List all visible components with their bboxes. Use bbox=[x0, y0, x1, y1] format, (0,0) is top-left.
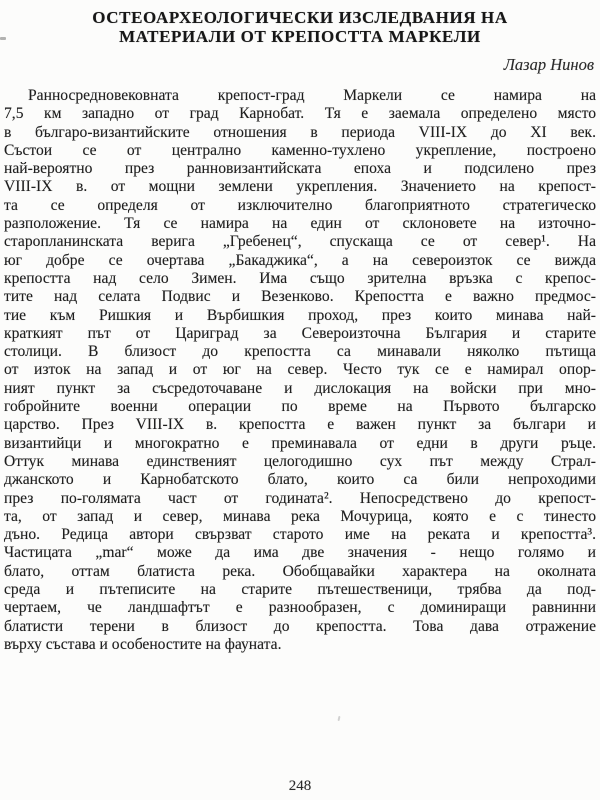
page-number: 248 bbox=[288, 778, 312, 794]
body-line: джанското и Карнобатското блато, които са били непроходими bbox=[4, 471, 596, 489]
body-line: та, от запад и север, минава река Мочурица, която е с тинесто bbox=[4, 507, 596, 525]
body-line: блатисти терени в близост до крепостта. Това дава отражение bbox=[4, 617, 596, 635]
body-line: Оттук минава единственият целогодишно сух път между Страл- bbox=[4, 452, 596, 470]
body-line: през по-голямата част от годината². Непосредствено до крепост- bbox=[4, 489, 596, 507]
article-title-line2: МАТЕРИАЛИ ОТ КРЕПОСТТА МАРКЕЛИ bbox=[119, 27, 481, 46]
body-line: разположение. Тя се намира на един от склоновете на източно- bbox=[4, 215, 596, 233]
body-line: краткият път от Цариград за Североизточна България и старите bbox=[4, 324, 596, 342]
author-name: Лазар Нинов bbox=[503, 55, 594, 74]
scan-artifact-speck bbox=[338, 716, 341, 721]
body-line: юг добре се очертава „Бакаджика“, а на североизток се вижда bbox=[4, 251, 596, 269]
body-line: в българо-византийските отношения в периода VIII-IX до XI век. bbox=[4, 123, 596, 141]
body-line: византийци и многократно е преминавала от едни в други ръце. bbox=[4, 434, 596, 452]
body-line: царство. През VIII-IX в. крепостта е важен пункт за българи и bbox=[4, 416, 596, 434]
body-line: тите над селата Подвис и Везенково. Крепостта е важно предмос- bbox=[4, 288, 596, 306]
body-line: гобройните военни операции по време на Първото българско bbox=[4, 398, 596, 416]
body-line: върху състава и особеностите на фауната. bbox=[4, 635, 282, 653]
scan-artifact-edge-mark bbox=[0, 37, 6, 40]
body-line: блато, оттам блатиста река. Обобщавайки характера на околната bbox=[4, 562, 596, 580]
body-line: чертаем, че ландшафтът е разнообразен, с доминиращи равнинни bbox=[4, 599, 596, 617]
body-line: дъно. Редица автори свързват старото име на реката и крепостта³. bbox=[4, 526, 596, 544]
body-line: Частицата „mar“ може да има две значения - нещо голямо и bbox=[4, 544, 596, 562]
body-line: Състои се от централно каменно-тухлено укрепление, построено bbox=[4, 141, 596, 159]
body-line: та се определя от изключително благоприятното стратегическо bbox=[4, 196, 596, 214]
article-title-line1: ОСТЕОАРХЕОЛОГИЧЕСКИ ИЗСЛЕДВАНИЯ НА bbox=[92, 8, 508, 27]
article-body bbox=[4, 87, 596, 654]
body-line: VIII-IX в. от мощни землени укрепления. Значението на крепост- bbox=[4, 178, 596, 196]
body-line: старопланинската верига „Гребенец“, спускаща се от север¹. На bbox=[4, 233, 596, 251]
body-line: ният пункт за съсредоточаване и дислокация на войски при мно- bbox=[4, 379, 596, 397]
body-line: най-вероятно през ранновизантийската епоха и подсилено през bbox=[4, 160, 596, 178]
body-line: крепостта над село Зимен. Има също зрителна връзка с крепос- bbox=[4, 269, 596, 287]
body-line: Ранносредновековната крепост-град Маркели се намира на bbox=[28, 87, 596, 104]
body-line: 7,5 км западно от град Карнобат. Тя е заемала определено място bbox=[4, 105, 596, 123]
body-line: тие към Ришкия и Върбишкия проход, през които минава най- bbox=[4, 306, 596, 324]
body-line: столици. В близост до крепостта са минавали няколко пътища bbox=[4, 343, 596, 361]
article-title bbox=[4, 6, 596, 46]
body-line: среда и пътеписите на старите пътешественици, трябва да под- bbox=[4, 581, 596, 599]
body-line: от изток на запад и от юг на север. Често тук се е намирал опор- bbox=[4, 361, 596, 379]
